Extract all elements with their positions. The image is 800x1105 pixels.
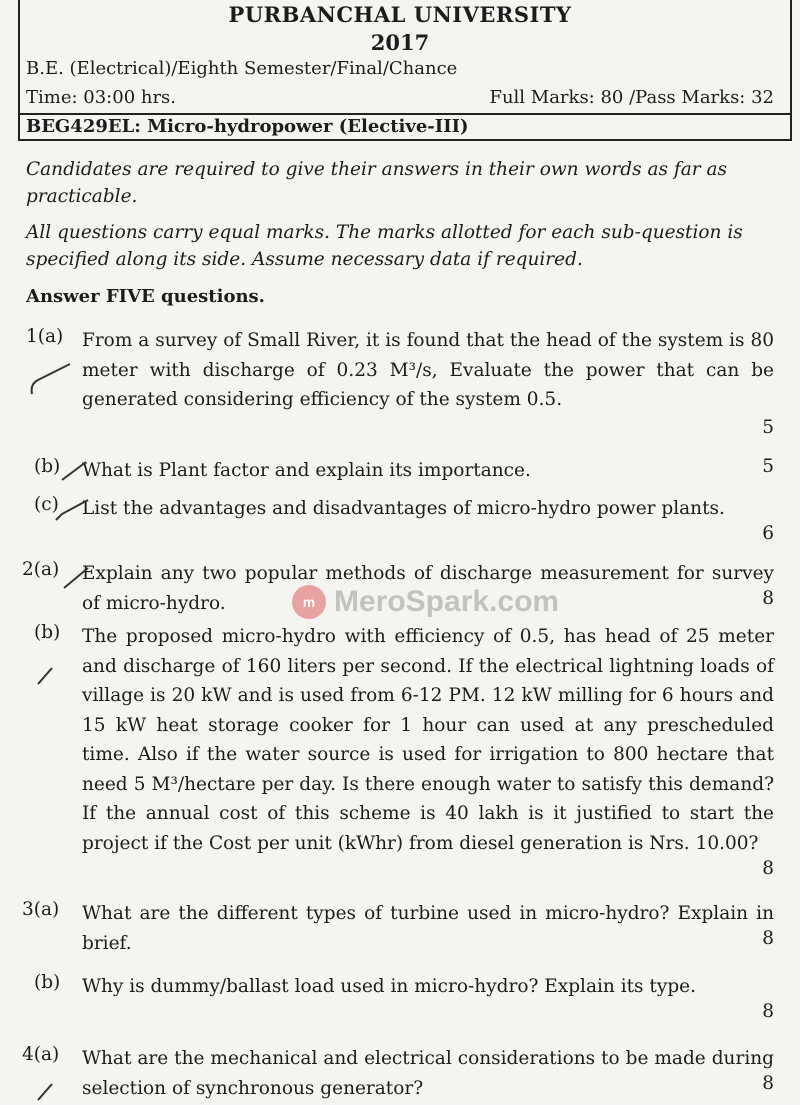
- merospark-logo-icon: m: [292, 585, 326, 619]
- question-marks: 6: [762, 523, 774, 544]
- question-text: What are the different types of turbine used in micro-hydro? Explain in brief.: [82, 903, 774, 954]
- question-text: What are the mechanical and electrical considerations to be made during selection of synchronous generator?: [82, 1048, 774, 1099]
- watermark-text: MeroSpark.com: [334, 585, 560, 618]
- question-text: What is Plant factor and explain its importance.: [82, 460, 531, 481]
- pen-tick-icon: [34, 664, 56, 688]
- question-marks: 8: [762, 588, 774, 609]
- question-text: Explain any two popular methods of discharge measurement for survey of micro-hydro.: [82, 563, 774, 614]
- exam-year: 2017: [370, 30, 430, 55]
- question-marks: 8: [762, 928, 774, 949]
- program-line: B.E. (Electrical)/Eighth Semester/Final/Chance: [26, 58, 458, 79]
- question-number: (b): [34, 622, 61, 643]
- question-marks: 8: [762, 858, 774, 879]
- question-marks: 8: [762, 1073, 774, 1094]
- question-marks: 5: [762, 417, 774, 438]
- question-marks: 8: [762, 1001, 774, 1022]
- instruction-equal-marks: All questions carry equal marks. The marks allotted for each sub-question is specified along its side. Assume necessary data if required.: [26, 222, 743, 270]
- header-divider: [18, 113, 792, 115]
- pen-tick-icon: [34, 1080, 56, 1104]
- question-number: (b): [34, 972, 61, 993]
- question-text: List the advantages and disadvantages of micro-hydro power plants.: [82, 498, 725, 519]
- university-name: PURBANCHAL UNIVERSITY: [228, 2, 572, 27]
- question-number: 3(a): [22, 899, 60, 920]
- question-number: 1(a): [26, 326, 64, 347]
- pen-tick-icon: [62, 566, 92, 592]
- merospark-watermark: [292, 582, 559, 622]
- question-number: (c): [34, 494, 59, 515]
- pen-tick-icon: [60, 458, 90, 484]
- marks-line: Full Marks: 80 /Pass Marks: 32: [489, 87, 774, 108]
- question-text: Why is dummy/ballast load used in micro-hydro? Explain its type.: [82, 976, 696, 997]
- question-marks: 5: [762, 456, 774, 477]
- question-text: The proposed micro-hydro with efficiency of 0.5, has head of 25 meter and discharge of 160 liters per second. If the electrical lightning loads of village is 20 kW and is used from 6-12 PM. 12 kW milling for 6 hours and 15 kW heat storage cooker for 1 hour can used at any prescheduled time. Also if the water source is used for irrigation to 800 hectare that need 5 M³/hectare per day. Is there enough water to satisfy this demand? If the annual cost of this scheme is 40 lakh is it justified to start the project if the Cost per unit (kWhr) from diesel generation is Nrs. 10.00?: [82, 626, 774, 854]
- instruction-own-words: Candidates are required to give their answers in their own words as far as practicable.: [26, 159, 728, 207]
- pen-tick-icon: [52, 498, 92, 524]
- pen-tick-icon: [26, 360, 76, 400]
- course-title: BEG429EL: Micro-hydropower (Elective-III): [26, 116, 469, 137]
- answer-five-heading: Answer FIVE questions.: [26, 286, 265, 307]
- question-text: From a survey of Small River, it is found that the head of the system is 80 meter with discharge of 0.23 M³/s, Evaluate the power that can be generated considering efficiency of the system 0.5.: [82, 330, 774, 410]
- time-line: Time: 03:00 hrs.: [26, 87, 177, 108]
- question-number: 2(a): [22, 559, 60, 580]
- question-number: 4(a): [22, 1044, 60, 1065]
- question-number: (b): [34, 456, 61, 477]
